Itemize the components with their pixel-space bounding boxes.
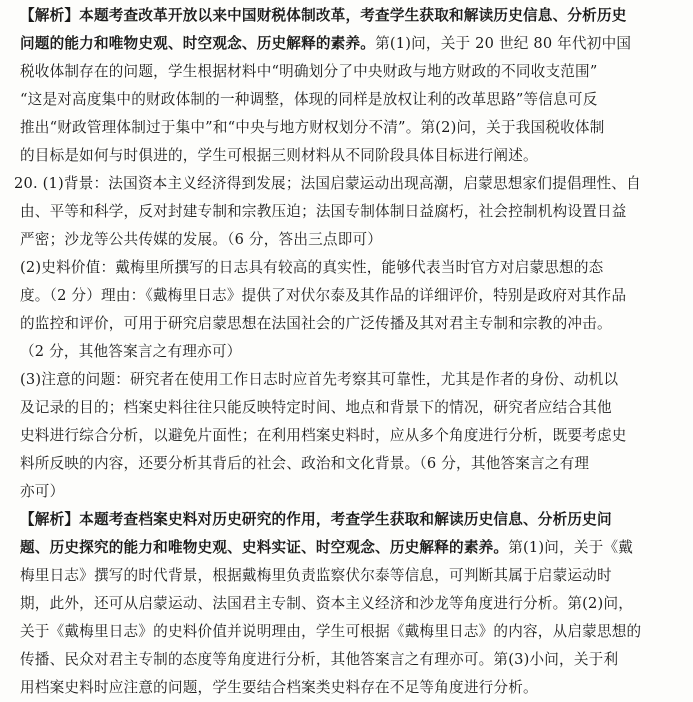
q20-part3-line-1: (3)注意的问题：研究者在使用工作日志时应首先考察其可靠性，尤其是作者的身份、动机以 [20, 371, 619, 388]
q20-part2-line-1: (2)史料价值：戴梅里所撰写的日志具有较高的真实性，能够代表当时官方对启蒙思想的态 [20, 259, 604, 276]
analysis2-heading-cont: 题、历史探究的能力和唯物史观、史料实证、时空观念、历史解释的素养。 [20, 539, 509, 556]
analysis2-line-4: 期，此外，还可从启蒙运动、法国君主专制、资本主义经济和沙龙等角度进行分析。第(2)问， [20, 595, 634, 612]
analysis2-heading-line: 【解析】本题考查档案史料对历史研究的作用，考查学生获取和解读历史信息、分析历史问 [20, 511, 612, 528]
q20-part3-line-5: 亦可） [20, 483, 65, 500]
q20-part3-line-3: 史料进行综合分析，以避免片面性；在利用档案史料时，应从多个角度进行分析，既要考虑史 [20, 427, 627, 444]
q20-part2-line-3: 的监控和评价，可用于研究启蒙思想在法国社会的广泛传播及其对君主专制和宗教的冲击。 [20, 315, 612, 332]
analysis2-line-2 [20, 534, 681, 562]
analysis2-line-5: 关于《戴梅里日志》的史料价值并说明理由，学生可根据《戴梅里日志》的内容，从启蒙思想的 [20, 623, 642, 640]
analysis1-line-6: 的目标是如何与时俱进的，学生可根据三则材料从不同阶段具体目标进行阐述。 [20, 147, 538, 164]
q20-part2-line-4: （2 分，其他答案言之有理亦可） [20, 343, 242, 360]
analysis1-line-2 [20, 30, 681, 58]
q20-part1-line-3: 严密；沙龙等公共传媒的发展。（6 分，答出三点即可） [20, 231, 383, 248]
q20-part1-line-1: 20. (1)背景：法国资本主义经济得到发展；法国启蒙运动出现高潮，启蒙思想家们提倡理性、自 [14, 175, 641, 192]
analysis2-line-2-tail: 第(1)问，关于《戴 [508, 539, 634, 556]
analysis1-line-5: 推出“财政管理体制过于集中”和“中央与地方财权划分不清”。第(2)问，关于我国税收体制 [20, 119, 605, 136]
analysis1-heading-line: 【解析】本题考查改革开放以来中国财税体制改革，考查学生获取和解读历史信息、分析历史 [20, 7, 627, 24]
analysis2-line-3: 梅里日志》撰写的时代背景，根据戴梅里负责监察伏尔泰等信息，可判断其属于启蒙运动时 [20, 567, 612, 584]
analysis1-heading-cont: 问题的能力和唯物史观、时空观念、历史解释的素养。 [20, 35, 376, 52]
analysis1-line-4: “这是对高度集中的财政体制的一种调整，体现的同样是放权让利的改革思路”等信息可反 [20, 91, 598, 108]
analysis2-line-7: 用档案史料时应注意的问题，学生要结合档案类史料存在不足等角度进行分析。 [20, 679, 538, 696]
q20-part1-line-2: 由、平等和科学，反对封建专制和宗教压迫；法国专制体制日益腐朽，社会控制机构设置日益 [20, 203, 627, 220]
analysis1-line-2-tail: 第(1)问，关于 20 世纪 80 年代初中国 [375, 35, 632, 52]
q20-part3-line-2: 及记录的目的；档案史料往往只能反映特定时间、地点和背景下的情况，研究者应结合其他 [20, 399, 612, 416]
analysis2-line-6: 传播、民众对君主专制的态度等角度进行分析，其他答案言之有理亦可。第(3)小问，关于利 [20, 651, 619, 668]
q20-part3-line-4: 料所反映的内容，还要分析其背后的社会、政治和文化背景。（6 分，其他答案言之有理 [20, 455, 590, 472]
analysis1-line-3: 税收体制存在的问题，学生根据材料中“明确划分了中央财政与地方财政的不同收支范围” [20, 63, 598, 80]
q20-part2-line-2: 度。（2 分）理由：《戴梅里日志》提供了对伏尔泰及其作品的详细评价，特别是政府对其作品 [20, 287, 627, 304]
